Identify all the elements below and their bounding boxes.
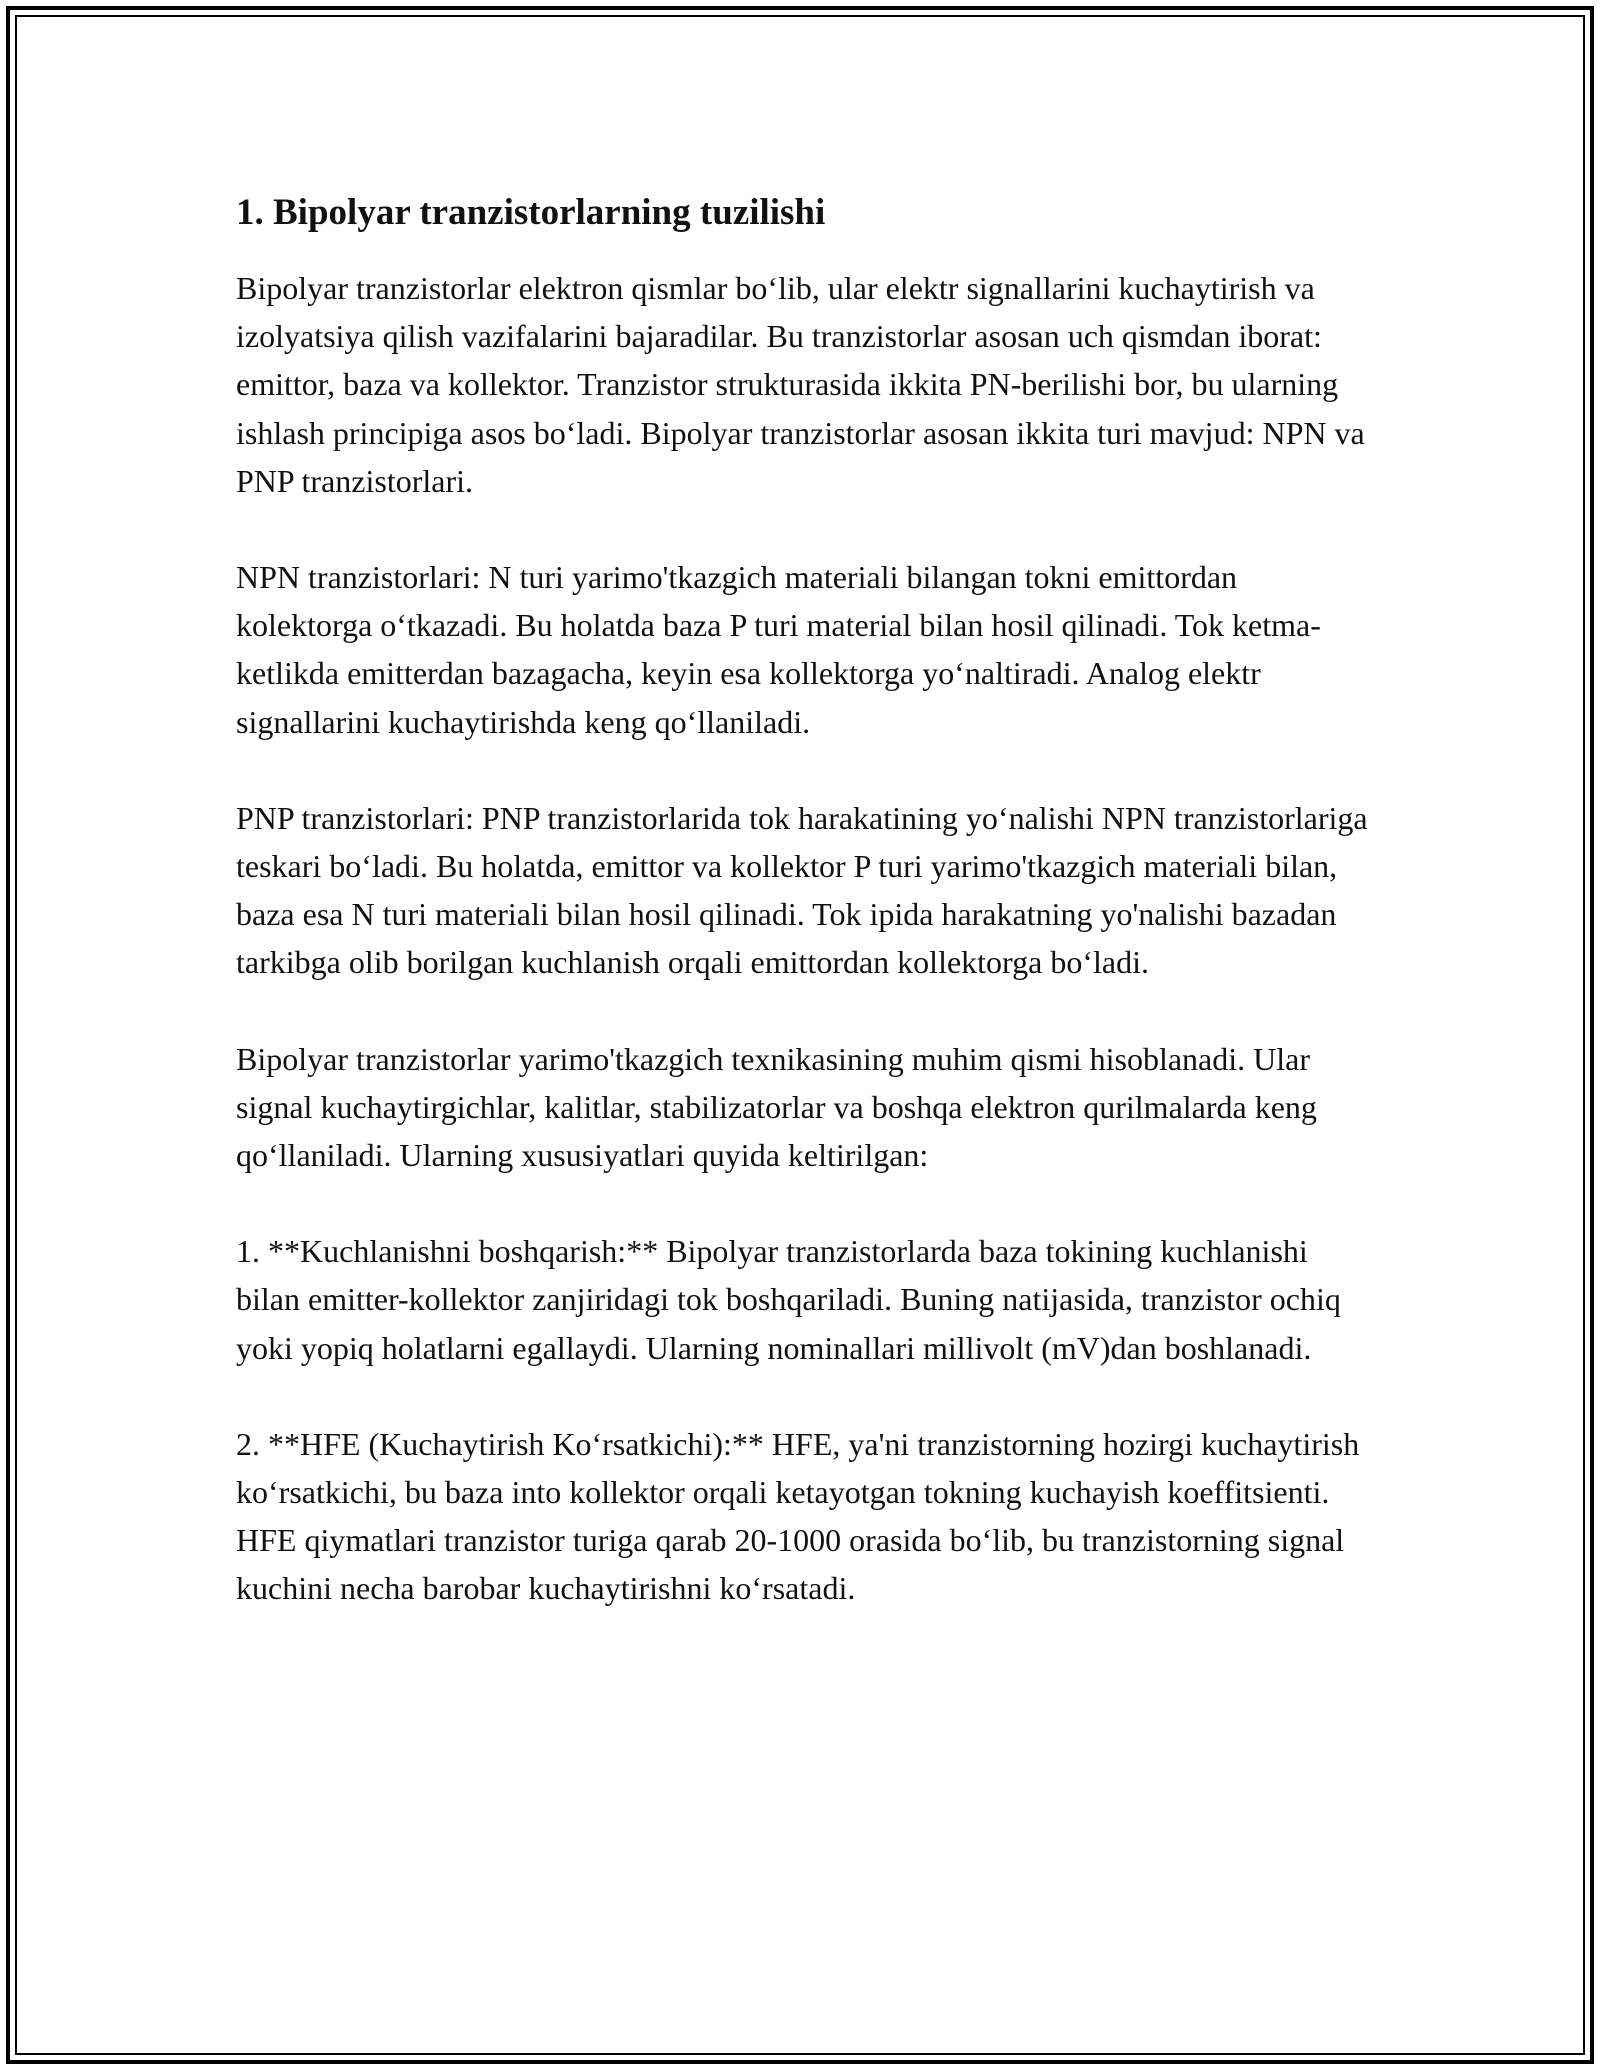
paragraph-pnp: PNP tranzistorlari: PNP tranzistorlarida tok harakatining yo‘nalishi NPN tranzistorlariga teskari bo‘ladi. Bu holatda, emittor va kollektor P turi yarimo'tkazgich materiali bilan, baza esa N turi materiali bilan hosil qilinadi. Tok ipida harakatning yo'nalishi bazadan tarkibga olib borilgan kuchlanish orqali emittordan kollektorga bo‘ladi. xyxy=(236,799,1368,981)
paragraph-properties: Bipolyar tranzistorlar yarimo'tkazgich texnikasining muhim qismi hisoblanadi. Ular signal kuchaytirgichlar, kalitlar, stabilizatorlar va boshqa elektron qurilmalarda keng qo‘llaniladi. Ularning xususiyatlari quyida keltirilgan: xyxy=(236,1040,1317,1174)
list-item-voltage-control: 1. **Kuchlanishni boshqarish:** Bipolyar tranzistorlarda baza tokining kuchlanishi bilan emitter-kollektor zanjiridagi tok boshqariladi. Buning natijasida, tranzistor ochiq yoki yopiq holatlarni egallaydi. Ularning nominallari millivolt (mV)dan boshlanadi. xyxy=(236,1233,1341,1366)
page-title: 1. Bipolyar tranzistorlarning tuzilishi xyxy=(236,192,826,233)
list-item-hfe: 2. **HFE (Kuchaytirish Ko‘rsatkichi):** HFE, ya'ni tranzistorning hozirgi kuchaytirish ko‘rsatkichi, bu baza into kollektor orqali ketayotgan tokning kuchayish koeffitsienti. HFE qiymatlari tranzistor turiga qarab 20-1000 orasida bo‘lib, bu tranzistorning signal kuchini necha barobar kuchaytirishni ko‘rsatadi. xyxy=(236,1425,1360,1607)
document-body xyxy=(236,186,1376,1661)
paragraph-intro: Bipolyar tranzistorlar elektron qismlar bo‘lib, ular elektr signallarini kuchaytirish va izolyatsiya qilish vazifalarini bajaradilar. Bu tranzistorlar asosan uch qismdan iborat: emittor, baza va kollektor. Tranzistor strukturasida ikkita PN-berilishi bor, bu ularning ishlash principiga asos bo‘ladi. Bipolyar tranzistorlar asosan ikkita turi mavjud: NPN va PNP tranzistorlari. xyxy=(236,270,1365,499)
paragraph-npn: NPN tranzistorlari: N turi yarimo'tkazgich materiali bilangan tokni emittordan kolektorga o‘tkazadi. Bu holatda baza P turi material bilan hosil qilinadi. Tok ketma-ketlikda emitterdan bazagacha, keyin esa kollektorga yo‘naltiradi. Analog elektr signallarini kuchaytirishda keng qo‘llaniladi. xyxy=(236,559,1321,740)
